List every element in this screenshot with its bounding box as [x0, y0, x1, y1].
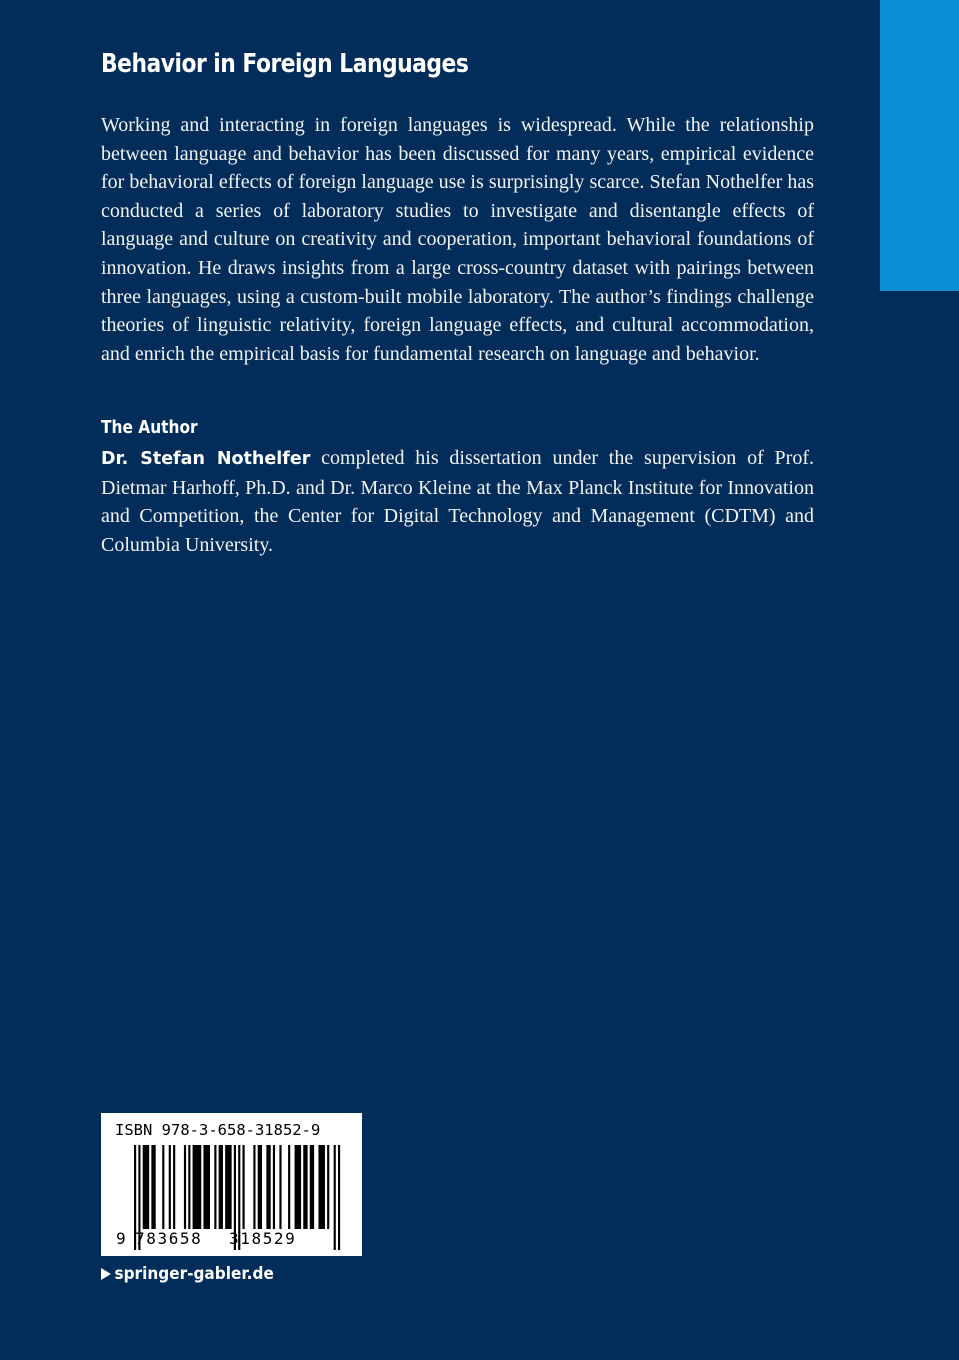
author-bio — [101, 444, 814, 559]
isbn-label: ISBN 978-3-658-31852-9 — [115, 1121, 321, 1139]
barcode-bar — [184, 1145, 186, 1229]
barcode-bar — [151, 1145, 155, 1229]
arrow-right-icon — [101, 1268, 111, 1280]
barcode-bar — [273, 1145, 275, 1229]
barcode-bar — [219, 1145, 223, 1229]
isbn-left-digits: 783658 — [135, 1229, 203, 1248]
barcode-bar — [338, 1145, 340, 1250]
barcode-bar — [173, 1145, 175, 1229]
barcode-bar — [310, 1145, 314, 1229]
author-bio-text: completed his dissertation under the supervision of Prof. Dietmar Harhoff, Ph.D. and Dr. Marco Kleine at the Max Planck Institute for Innovation and Competition, the Center for Digital Technology and Management (CDTM) and Columbia University. — [101, 447, 815, 556]
accent-bar — [880, 0, 959, 291]
barcode-bar — [266, 1145, 270, 1229]
barcode-bar — [279, 1145, 281, 1229]
barcode-bar — [295, 1145, 302, 1229]
barcode-bar — [243, 1145, 245, 1229]
book-title: Behavior in Foreign Languages — [101, 49, 469, 79]
barcode-bar — [288, 1145, 290, 1229]
barcode-bar — [214, 1145, 216, 1229]
barcode-bar — [203, 1145, 210, 1229]
author-heading: The Author — [101, 418, 198, 438]
barcode-bar — [143, 1145, 150, 1229]
barcode-bar — [318, 1145, 325, 1229]
book-blurb: Working and interacting in foreign languages is widespread. While the relationship between language and behavior has been discussed for many years, empirical evidence for behavioral effects of foreign language use is surprisingly scarce. Stefan Nothelfer has conducted a series of laboratory studies to investigate and disentangle effects of language and culture on creativity and cooperation, important behavioral foundations of innovation. He draws insights from a large cross-country dataset with pairings between three languages, using a custom-built mobile laboratory. The author’s findings challenge theories of linguistic relativity, foreign language effects, and cultural accommodation, and enrich the empirical basis for fundamental research on language and behavior. — [101, 114, 814, 365]
publisher-url: springer-gabler.de — [114, 1264, 274, 1284]
author-name: Dr. Stefan Nothelfer — [101, 449, 311, 469]
barcode-bar — [327, 1145, 329, 1229]
barcode-bar — [162, 1145, 164, 1229]
barcode-bar — [253, 1145, 255, 1229]
barcode-bar — [193, 1145, 202, 1229]
barcode-bar — [303, 1145, 307, 1229]
isbn-barcode — [101, 1113, 362, 1256]
barcode-bar — [169, 1145, 171, 1229]
barcode-bar — [334, 1145, 336, 1250]
isbn-lead-digit: 9 — [116, 1229, 126, 1248]
barcode-bar — [188, 1145, 190, 1229]
barcode-bar — [258, 1145, 262, 1229]
barcode-bar — [225, 1145, 232, 1229]
publisher-link[interactable] — [101, 1263, 274, 1285]
isbn-right-digits: 318529 — [229, 1229, 297, 1248]
